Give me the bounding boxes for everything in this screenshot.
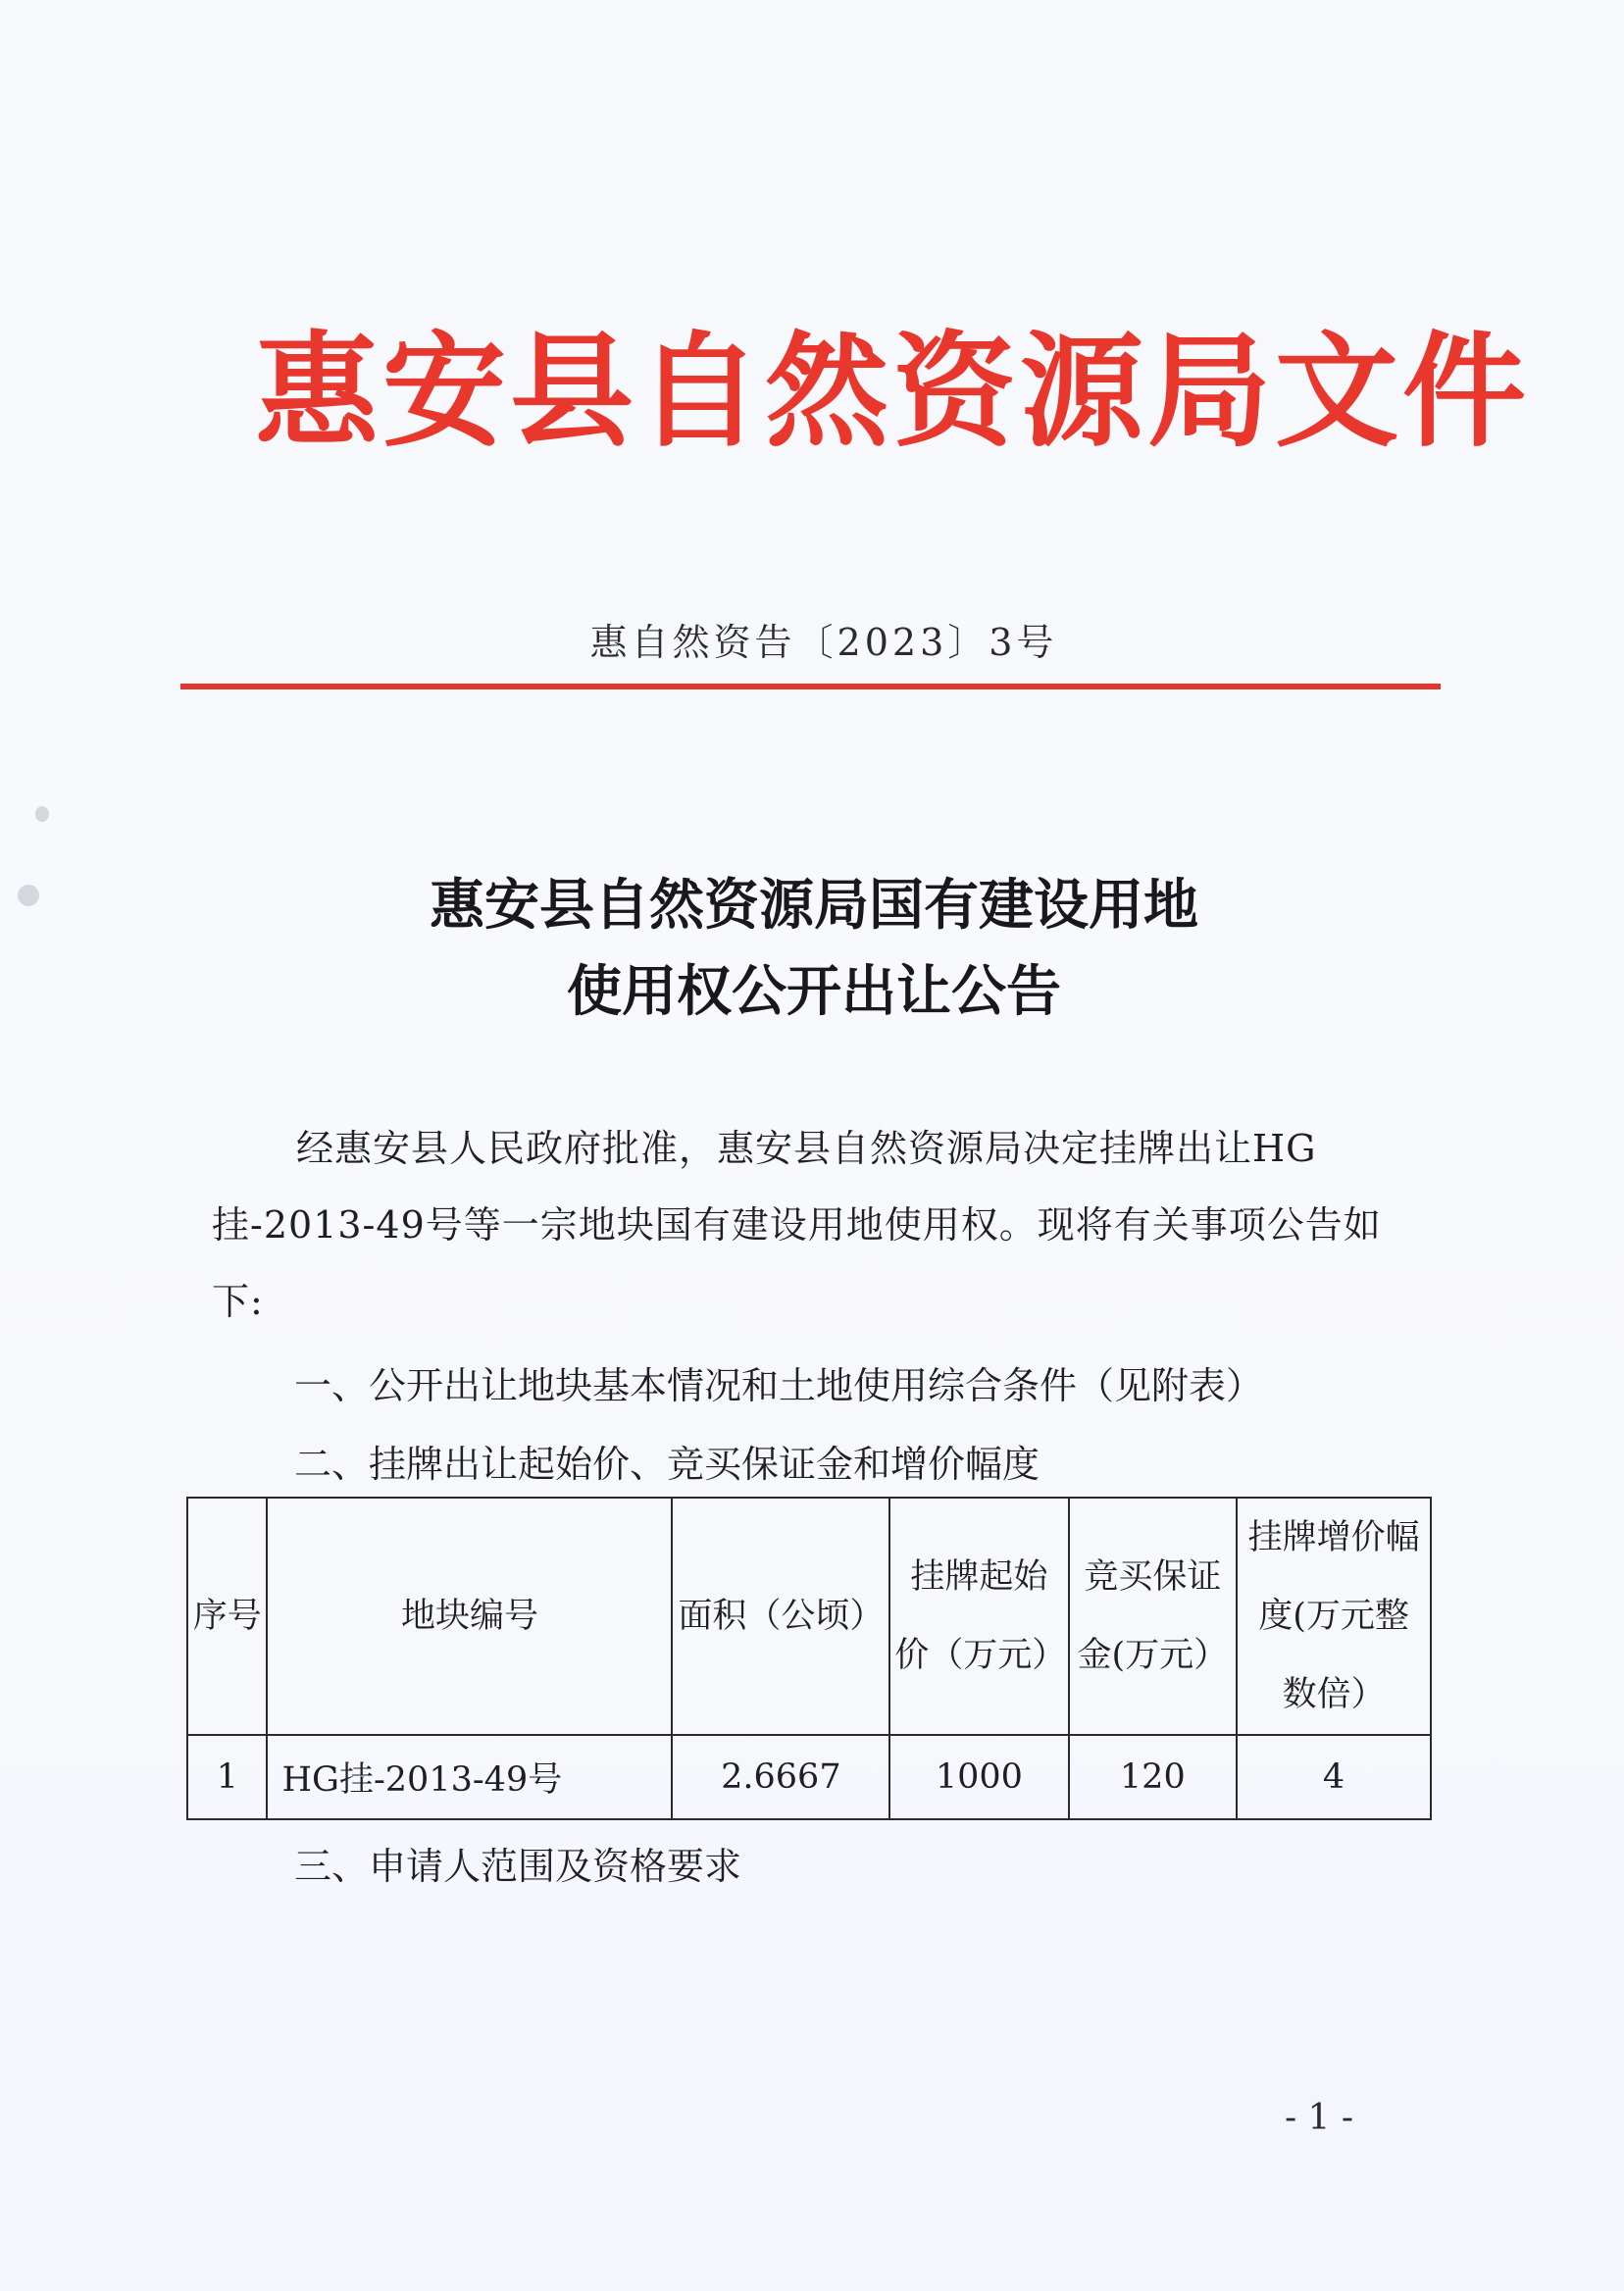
- header-increment: 挂牌增价幅度(万元整数倍）: [1237, 1498, 1431, 1735]
- section-heading-1: 一、公开出让地块基本情况和土地使用综合条件（见附表）: [294, 1364, 1264, 1407]
- cell-plot-code: HG挂-2013-49号: [267, 1735, 672, 1819]
- header-start-price: 挂牌起始价（万元）: [889, 1498, 1068, 1735]
- header-plot-code: 地块编号: [267, 1498, 672, 1735]
- intro-paragraph: 经惠安县人民政府批准，惠安县自然资源局决定挂牌出让HG挂-2013-49号等一宗地块国有建设用地使用权。现将有关事项公告如下:: [212, 1127, 1382, 1323]
- notice-title-line-2: 使用权公开出让公告: [567, 960, 1061, 1024]
- issuing-authority-title: 惠安县自然资源局文件: [255, 320, 1530, 464]
- cell-start-price: 1000: [889, 1735, 1068, 1819]
- cell-deposit: 120: [1069, 1735, 1238, 1819]
- punch-mark: [18, 885, 39, 906]
- notice-title: [294, 863, 1334, 1036]
- bidding-price-table: [186, 1497, 1432, 1820]
- cell-area: 2.6667: [672, 1735, 889, 1819]
- punch-mark: [35, 806, 49, 822]
- section-heading-3: 三、申请人范围及资格要求: [294, 1845, 742, 1888]
- header-seq: 序号: [187, 1498, 267, 1735]
- section-heading-2: 二、挂牌出让起始价、竞买保证金和增价幅度: [294, 1443, 1040, 1486]
- page-number: - 1 -: [1284, 2098, 1354, 2138]
- header-deposit: 竞买保证金(万元）: [1069, 1498, 1238, 1735]
- header-area: 面积（公顷）: [672, 1498, 889, 1735]
- red-separator-rule: [180, 684, 1441, 689]
- notice-title-line-1: 惠安县自然资源局国有建设用地: [430, 874, 1198, 938]
- table-header-row: [187, 1498, 1431, 1735]
- table-row: [187, 1735, 1431, 1819]
- document-number: 惠自然资告〔2023〕3号: [589, 621, 1058, 664]
- cell-increment: 4: [1237, 1735, 1431, 1819]
- cell-seq: 1: [187, 1735, 267, 1819]
